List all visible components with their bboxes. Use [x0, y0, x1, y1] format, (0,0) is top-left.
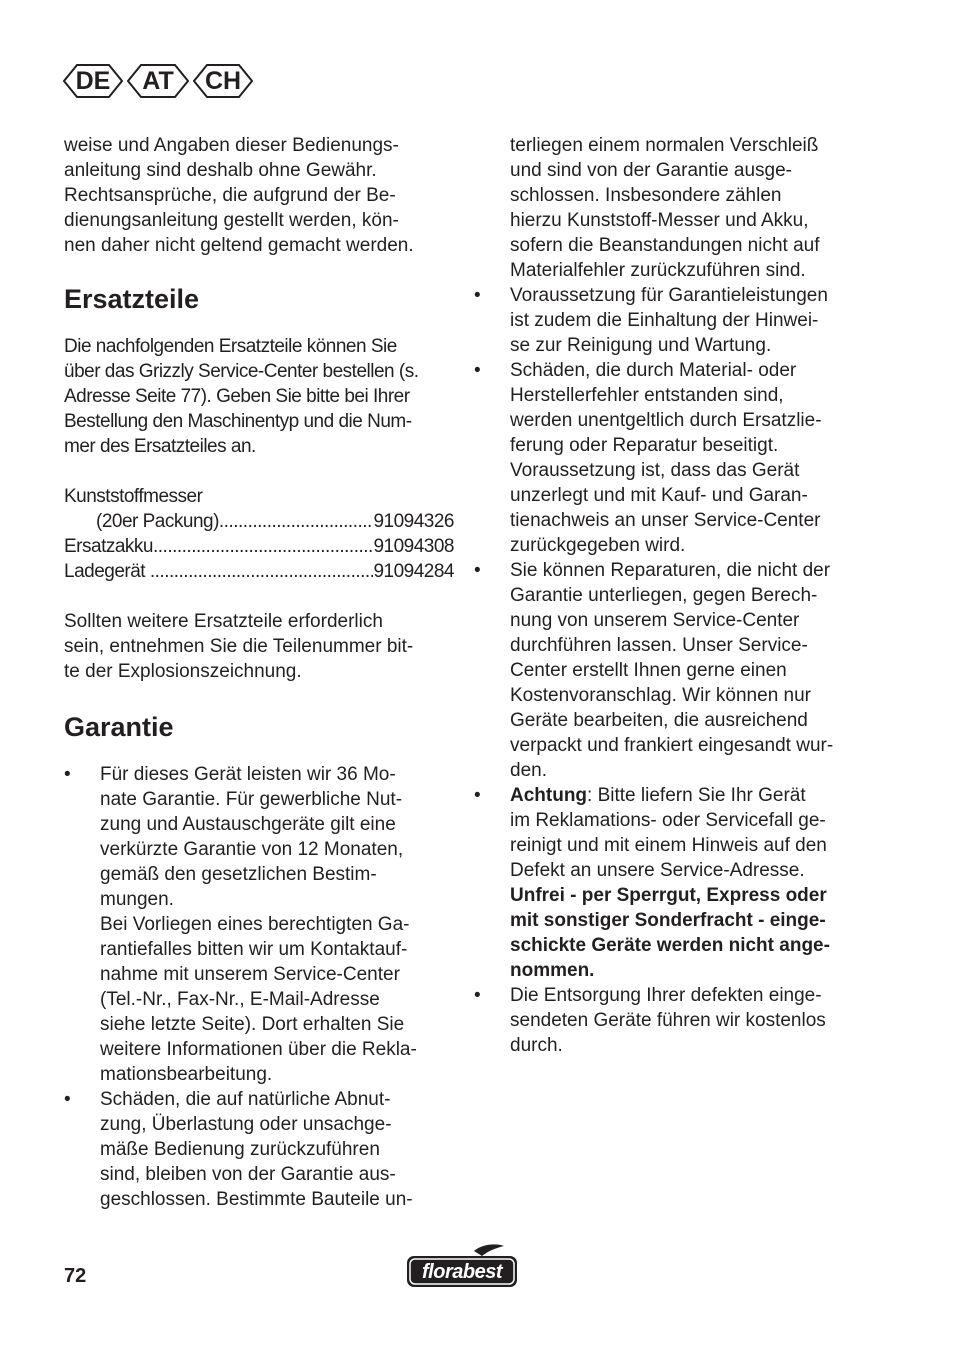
text-line: te der Explosionszeichnung. [64, 661, 302, 682]
text-line: dienungsanleitung gestellt werden, kön- [64, 210, 399, 231]
text-line: durchführen lassen. Unser Service- [510, 635, 808, 656]
list-item [474, 283, 869, 358]
text-line: terliegen einem normalen Verschleiß [510, 135, 819, 156]
text-line: nate Garantie. Für gewerbliche Nut- [100, 789, 403, 810]
garantie-list-right [474, 133, 869, 1058]
part-name: Ladegerät [64, 561, 150, 582]
leader-dots [219, 509, 374, 534]
part-row [64, 559, 454, 584]
text-line: Kostenvoranschlag. Wir können nur [510, 685, 811, 706]
garantie-heading: Garantie [64, 712, 174, 742]
country-badge-ch: CH [193, 64, 253, 98]
text-line: sendeten Geräte führen wir kostenlos [510, 1010, 826, 1031]
text-line: sind, bleiben von der Garantie aus- [100, 1164, 396, 1185]
text-line: siehe letzte Seite). Dort erhalten Sie [100, 1014, 405, 1035]
text-line: Schäden, die auf natürliche Abnut- [100, 1089, 391, 1110]
text-line: schlossen. Insbesondere zählen [510, 185, 782, 206]
disclaimer-paragraph [64, 133, 454, 258]
text-line: Center erstellt Ihnen gerne einen [510, 660, 787, 681]
leader-dots [153, 534, 373, 559]
logo-text: florabest [422, 1261, 502, 1283]
part-row [64, 509, 454, 534]
list-item [64, 762, 454, 1087]
text-line: Materialfehler zurückzuführen sind. [510, 260, 806, 281]
text-line: Bei Vorliegen eines berechtigten Ga- [100, 914, 410, 935]
text-line: den. [510, 760, 547, 781]
page-number: 72 [64, 1265, 87, 1287]
text-line: mer des Ersatzteiles an. [64, 436, 256, 457]
text-line: werden unentgeltlich durch Ersatzlie- [510, 410, 822, 431]
warning-line: mit sonstiger Sonderfracht - einge- [510, 910, 826, 931]
text-line: gemäß den gesetzlichen Bestim- [100, 864, 377, 885]
leader-dots [150, 559, 374, 584]
warning-line: Unfrei - per Sperrgut, Express oder [510, 885, 827, 906]
bullet-icon: • [64, 764, 71, 785]
text-line: Voraussetzung für Garantieleistungen [510, 285, 828, 306]
list-item-continuation [474, 133, 869, 283]
text-line: sofern die Beanstandungen nicht auf [510, 235, 820, 256]
text-line: Herstellerfehler entstanden sind, [510, 385, 784, 406]
left-column [64, 133, 454, 1212]
text-line: Sollten weitere Ersatzteile erforderlich [64, 611, 383, 632]
achtung-label: Achtung [510, 785, 588, 806]
text-line: Die Entsorgung Ihrer defekten einge- [510, 985, 822, 1006]
text-line: zung und Austauschgeräte gilt eine [100, 814, 396, 835]
text-line: mungen. [100, 889, 174, 910]
florabest-logo [404, 1243, 520, 1291]
text-line: ist zudem die Einhaltung der Hinwei- [510, 310, 819, 331]
part-number: 91094308 [373, 536, 454, 557]
bullet-icon: • [474, 985, 481, 1006]
text-line: Adresse Seite 77). Geben Sie bitte bei Ihrer [64, 386, 410, 407]
bullet-icon: • [474, 785, 481, 806]
bullet-icon: • [474, 560, 481, 581]
text-line: zurückgegeben wird. [510, 535, 686, 556]
text-line: durch. [510, 1035, 563, 1056]
text-line: hierzu Kunststoff-Messer und Akku, [510, 210, 809, 231]
list-item [474, 358, 869, 558]
text-line: sein, entnehmen Sie die Teilenummer bit- [64, 636, 414, 657]
text-line: anleitung sind deshalb ohne Gewähr. [64, 160, 377, 181]
text-line: reinigt und mit einem Hinweis auf den [510, 835, 827, 856]
ersatzteile-paragraph [64, 334, 454, 459]
list-item-achtung [474, 783, 869, 983]
text-line: rantiefalles bitten wir um Kontaktauf- [100, 939, 408, 960]
text-line: Sie können Reparaturen, die nicht der [510, 560, 831, 581]
ersatzteile-heading: Ersatzteile [64, 284, 200, 314]
text-line: weitere Informationen über die Rekla- [100, 1039, 417, 1060]
warning-line: nommen. [510, 960, 595, 981]
bullet-icon: • [474, 360, 481, 381]
text-line: zung, Überlastung oder unsachge- [100, 1114, 392, 1135]
text-line: tienachweis an unser Service-Center [510, 510, 821, 531]
parts-title: Kunststoffmesser [64, 486, 203, 507]
part-number: 91094284 [373, 561, 454, 582]
text-line: über das Grizzly Service-Center bestellen (s. [64, 361, 419, 382]
text-line [510, 783, 869, 808]
text-line: Voraussetzung ist, dass das Gerät [510, 460, 800, 481]
part-row [64, 534, 454, 559]
text-line: Schäden, die durch Material- oder [510, 360, 797, 381]
text-line: Defekt an unsere Service-Adresse. [510, 860, 805, 881]
text-line: Die nachfolgenden Ersatzteile können Sie [64, 336, 397, 357]
text-line: ferung oder Reparatur beseitigt. [510, 435, 779, 456]
text-line: geschlossen. Bestimmte Bauteile un- [100, 1189, 413, 1210]
text-line: nahme mit unserem Service-Center [100, 964, 400, 985]
part-name: Ersatzakku [64, 536, 153, 557]
text-line: nen daher nicht geltend gemacht werden. [64, 235, 414, 256]
text-line: Garantie unterliegen, gegen Berech- [510, 585, 818, 606]
text-line: im Reklamations- oder Servicefall ge- [510, 810, 826, 831]
list-item [64, 1087, 454, 1212]
text-line: verkürzte Garantie von 12 Monaten, [100, 839, 404, 860]
bullet-icon: • [474, 285, 481, 306]
text-span: : Bitte liefern Sie Ihr Gerät [587, 785, 806, 806]
bullet-icon: • [64, 1089, 71, 1110]
text-line: (Tel.-Nr., Fax-Nr., E-Mail-Adresse [100, 989, 380, 1010]
text-line: nung von unserem Service-Center [510, 610, 800, 631]
right-column [474, 133, 869, 1058]
text-line: Für dieses Gerät leisten wir 36 Mo- [100, 764, 396, 785]
country-badge-de: DE [63, 64, 123, 98]
list-item [474, 983, 869, 1058]
text-line: Bestellung den Maschinentyp und die Num- [64, 411, 412, 432]
text-line: Rechtsansprüche, die aufgrund der Be- [64, 185, 396, 206]
text-line: verpackt und frankiert eingesandt wur- [510, 735, 834, 756]
text-line: Geräte bearbeiten, die ausreichend [510, 710, 808, 731]
part-name: (20er Packung) [96, 511, 219, 532]
text-line: und sind von der Garantie ausge- [510, 160, 793, 181]
list-item [474, 558, 869, 783]
text-line: mationsbearbeitung. [100, 1064, 273, 1085]
text-line: weise und Angaben dieser Bedienungs- [64, 135, 399, 156]
warning-line: schickte Geräte werden nicht ange- [510, 935, 830, 956]
garantie-list-left [64, 762, 454, 1212]
text-line: mäße Bedienung zurückzuführen [100, 1139, 380, 1160]
country-badge-at: AT [127, 64, 189, 98]
explosion-drawing-paragraph [64, 609, 454, 684]
text-line: unzerlegt und mit Kauf- und Garan- [510, 485, 808, 506]
text-line: se zur Reinigung und Wartung. [510, 335, 772, 356]
parts-list [64, 484, 454, 584]
part-number: 91094326 [373, 511, 454, 532]
